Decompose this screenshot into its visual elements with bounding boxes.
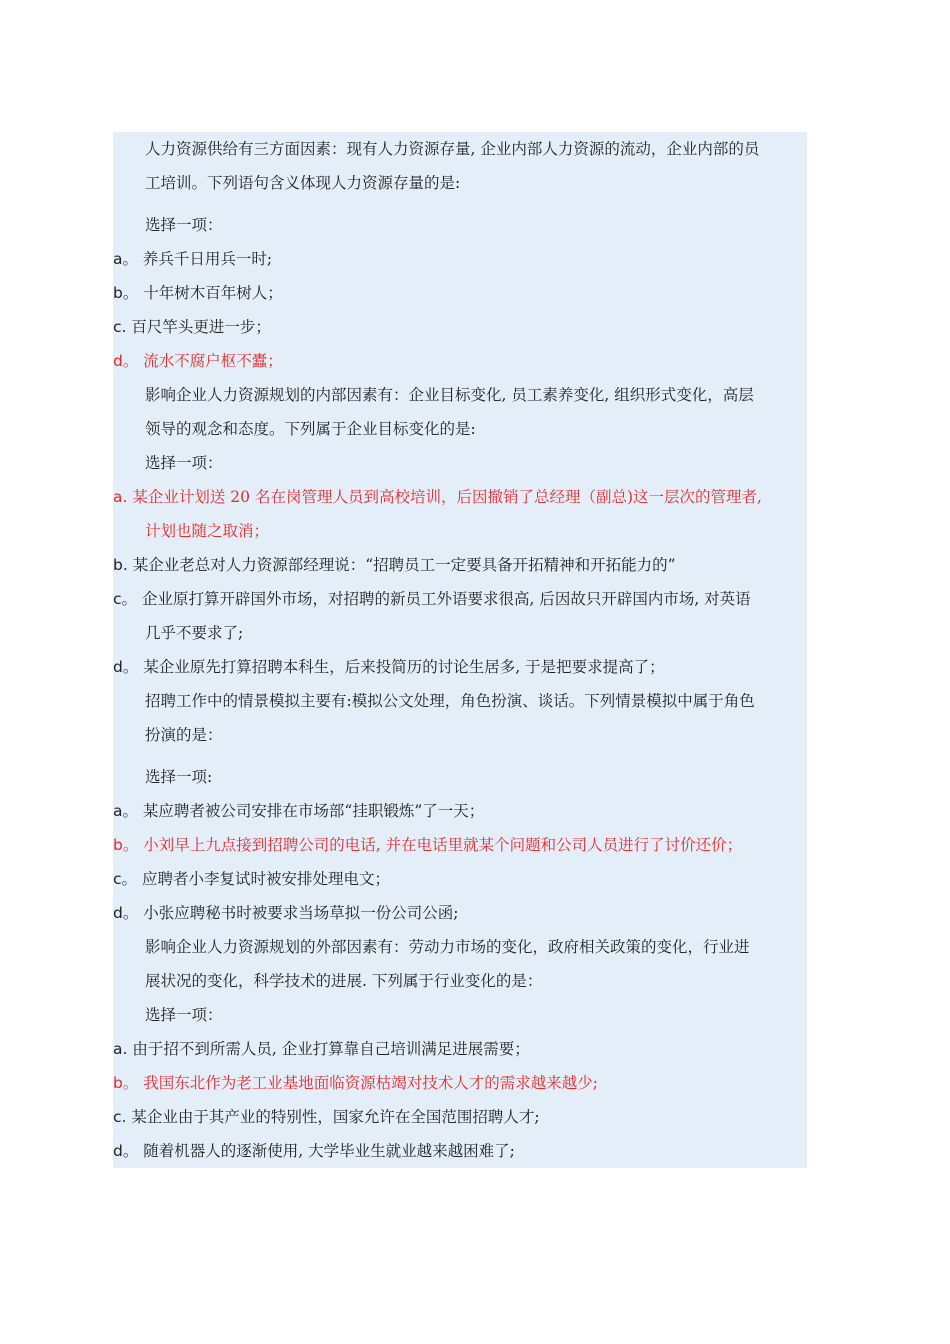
- option-d[interactable]: d。 某企业原先打算招聘本科生，后来投简历的讨论生居多, 于是把要求提高了；: [113, 658, 665, 676]
- option-d[interactable]: d。 小张应聘秘书时被要求当场草拟一份公司公函;: [113, 904, 459, 922]
- option-c[interactable]: c。 应聘者小李复试时被安排处理电文；: [113, 870, 390, 888]
- question-3: [113, 684, 807, 930]
- option-c[interactable]: c. 百尺竿头更进一步；: [113, 318, 271, 336]
- question-prompt: 选择一项：: [145, 216, 223, 234]
- question-prompt: 选择一项：: [145, 1006, 223, 1024]
- question-text: 扮演的是：: [145, 726, 223, 744]
- option-c[interactable]: c. 某企业由于其产业的特别性，国家允许在全国范围招聘人才;: [113, 1108, 540, 1126]
- question-text: 影响企业人力资源规划的外部因素有：劳动力市场的变化，政府相关政策的变化，行业进: [145, 938, 750, 956]
- quiz-content: [113, 132, 807, 1168]
- question-text: 影响企业人力资源规划的内部因素有：企业目标变化, 员工素养变化, 组织形式变化，高层: [145, 386, 754, 404]
- option-c[interactable]: c。 企业原打算开辟国外市场，对招聘的新员工外语要求很高, 后因故只开辟国内市场, 对英语: [113, 590, 751, 608]
- question-text: 领导的观念和态度。下列属于企业目标变化的是:: [145, 420, 476, 438]
- question-text: 招聘工作中的情景模拟主要有:模拟公文处理，角色扮演、谈话。下列情景模拟中属于角色: [145, 692, 755, 710]
- question-2: [113, 378, 807, 684]
- option-a[interactable]: a. 由于招不到所需人员, 企业打算靠自己培训满足进展需要；: [113, 1040, 530, 1058]
- option-a[interactable]: a。 某应聘者被公司安排在市场部“挂职锻炼”了一天；: [113, 802, 485, 820]
- option-a[interactable]: a。 养兵千日用兵一时;: [113, 250, 273, 268]
- option-a-correct[interactable]: a. 某企业计划送 20 名在岗管理人员到高校培训，后因撤销了总经理（副总)这一层次的管理者,: [113, 488, 762, 506]
- question-4: [113, 930, 807, 1168]
- question-text: 工培训。下列语句含义体现人力资源存量的是:: [145, 174, 461, 192]
- option-a-continuation: 计划也随之取消；: [145, 522, 270, 540]
- question-prompt: 选择一项：: [145, 454, 223, 472]
- question-prompt: 选择一项:: [145, 768, 213, 786]
- option-b-correct[interactable]: b。 我国东北作为老工业基地面临资源枯竭对技术人才的需求越来越少;: [113, 1074, 598, 1092]
- option-c-continuation: 几乎不要求了;: [145, 624, 244, 642]
- option-d-correct[interactable]: d。 流水不腐户枢不蠹；: [113, 352, 283, 370]
- question-text: 人力资源供给有三方面因素：现有人力资源存量, 企业内部人力资源的流动，企业内部的员: [145, 140, 760, 158]
- option-b-correct[interactable]: b。 小刘早上九点接到招聘公司的电话, 并在电话里就某个问题和公司人员进行了讨价还价；: [113, 836, 743, 854]
- question-text: 展状况的变化，科学技术的进展. 下列属于行业变化的是：: [145, 972, 543, 990]
- option-b[interactable]: b。 十年树木百年树人；: [113, 284, 283, 302]
- option-b[interactable]: b. 某企业老总对人力资源部经理说：“招聘员工一定要具备开拓精神和开拓能力的”: [113, 556, 676, 574]
- option-d[interactable]: d。 随着机器人的逐渐使用, 大学毕业生就业越来越困难了;: [113, 1142, 515, 1160]
- question-1: [113, 132, 807, 378]
